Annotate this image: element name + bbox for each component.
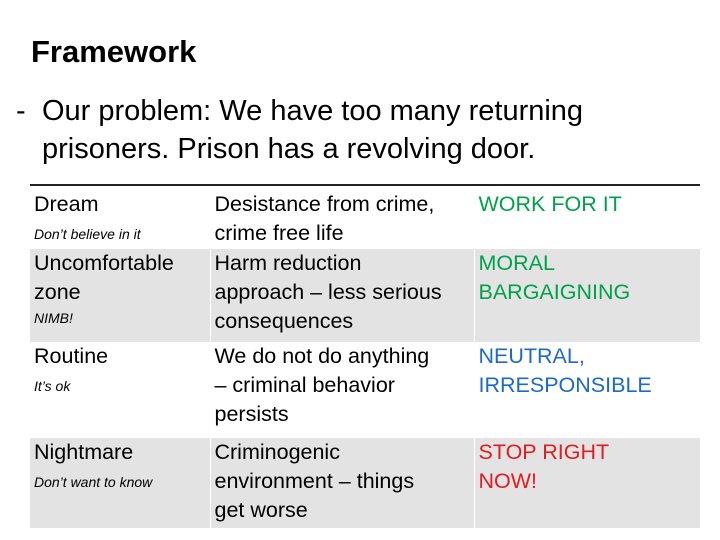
row-desc-line: consequences: [214, 309, 354, 333]
row-desc-cell: [210, 249, 474, 343]
row-verdict-cell: [474, 438, 700, 529]
row-verdict-cell: [474, 249, 700, 343]
row-verdict: WORK FOR IT: [478, 192, 622, 216]
row-label: Dream: [34, 192, 99, 216]
bullet-line: Our problem: We have too many returning: [42, 95, 584, 127]
row-label-cell: [30, 342, 210, 438]
row-label: Nightmare: [34, 440, 134, 464]
row-desc-line: environment – things: [214, 469, 415, 493]
bullet-dash: -: [16, 95, 26, 127]
row-label-cell: [30, 185, 210, 249]
row-label: Routine: [34, 344, 109, 368]
row-sublabel: Don’t believe in it: [34, 226, 141, 242]
framework-table: [30, 184, 700, 528]
row-desc-line: Criminogenic: [214, 440, 340, 464]
row-sublabel: It’s ok: [34, 378, 71, 394]
row-desc-cell: [210, 438, 474, 529]
row-verdict: IRRESPONSIBLE: [478, 373, 652, 397]
row-desc-line: persists: [214, 402, 289, 426]
row-desc-line: approach – less serious: [214, 280, 442, 304]
row-desc-line: Harm reduction: [214, 251, 362, 275]
slide-title: Framework: [31, 34, 197, 69]
row-desc-line: Desistance from crime,: [214, 192, 435, 216]
row-verdict-cell: [474, 342, 700, 438]
row-desc-cell: [210, 185, 474, 249]
bullet-line: prisoners. Prison has a revolving door.: [42, 133, 536, 165]
row-label: Uncomfortable: [34, 251, 174, 275]
row-verdict-cell: [474, 185, 700, 249]
row-verdict: STOP RIGHT: [478, 440, 610, 464]
row-desc-cell: [210, 342, 474, 438]
row-sublabel: NIMB!: [34, 310, 73, 326]
row-verdict: MORAL: [478, 251, 555, 275]
table-row-nightmare: [30, 438, 700, 529]
table-row-dream: [30, 185, 700, 249]
row-desc-line: get worse: [214, 498, 308, 522]
table-row-uncomfortable: [30, 249, 700, 343]
row-label-cell: [30, 438, 210, 529]
row-desc-line: – criminal behavior: [214, 373, 395, 397]
row-label-cell: [30, 249, 210, 343]
bullet-text: [42, 92, 692, 168]
row-verdict: NEUTRAL,: [478, 344, 585, 368]
row-verdict: BARGAIGNING: [478, 280, 631, 304]
row-desc-line: crime free life: [214, 221, 344, 245]
row-desc-line: We do not do anything: [214, 344, 430, 368]
table-row-routine: [30, 342, 700, 438]
row-label: zone: [34, 280, 81, 304]
row-sublabel: Don’t want to know: [34, 474, 153, 490]
row-verdict: NOW!: [478, 469, 538, 493]
